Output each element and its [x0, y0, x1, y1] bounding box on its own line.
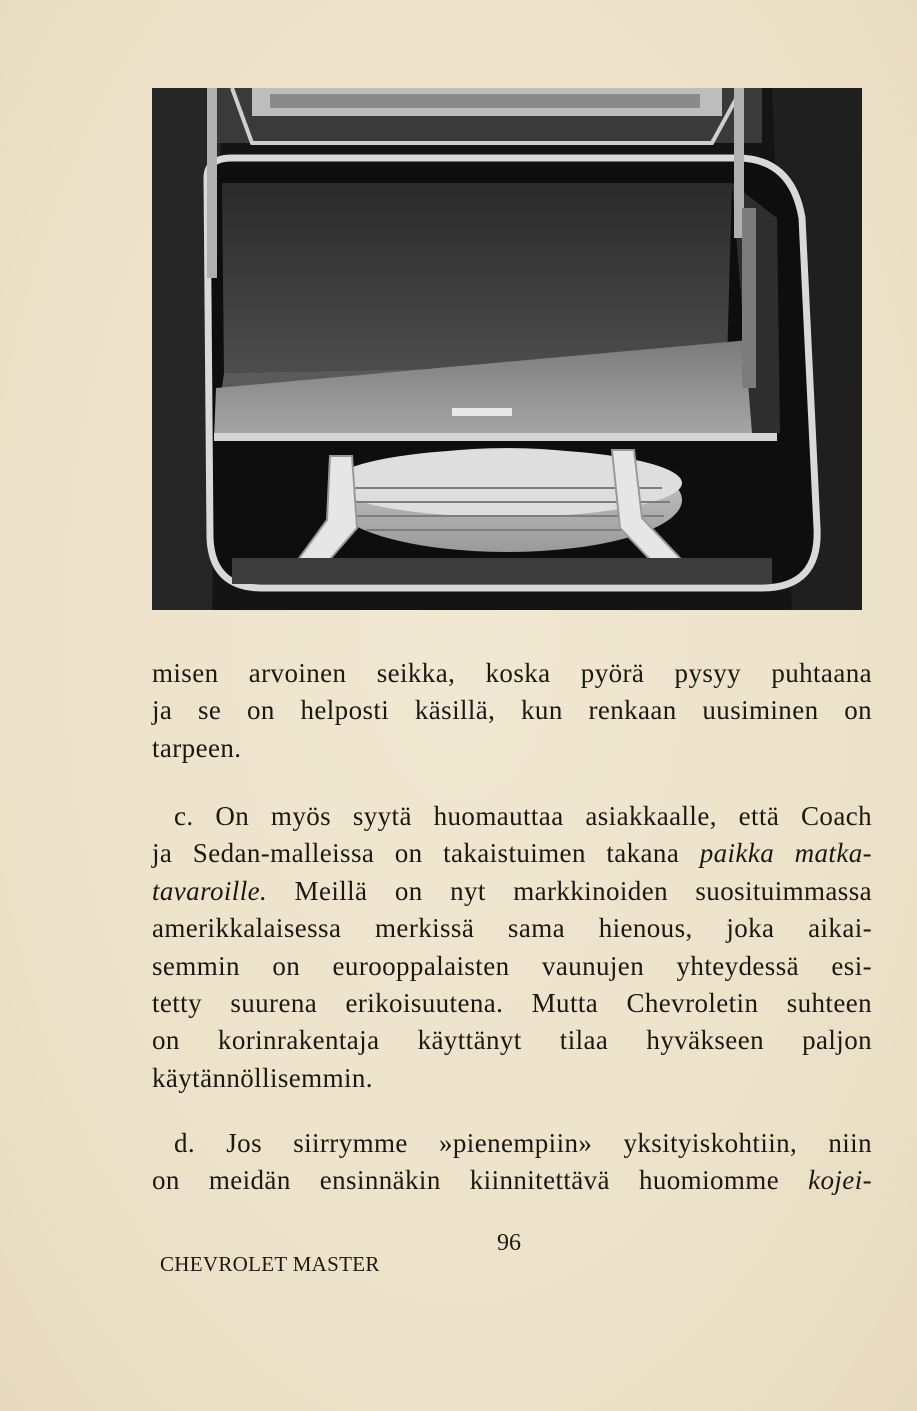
paragraph-1 — [152, 655, 872, 767]
trunk-photo — [152, 88, 862, 610]
text-fragment: on meidän ensinnäkin kiinnitettävä huomiomme — [152, 1165, 809, 1196]
italic-term: tavaroille. — [152, 875, 268, 906]
text-line — [152, 873, 872, 910]
text-line: tetty suurena erikoisuutena. Mutta Chevroletin suhteen — [152, 988, 872, 1019]
text-line: misen arvoinen seikka, koska pyörä pysyy puhtaana — [152, 658, 872, 688]
italic-term: paikka matka- — [699, 838, 872, 869]
italic-term: kojei- — [808, 1165, 872, 1196]
text-line: d. Jos siirrymme »pienempiin» yksityiskohtiin, niin — [174, 1128, 872, 1158]
text-line: amerikkalaisessa merkissä sama hienous, joka aikai- — [152, 913, 872, 944]
text-line: on korinrakentaja käyttänyt tilaa hyväkseen paljon — [152, 1025, 872, 1056]
text-fragment: ja Sedan-malleissa on takaistuimen takana — [152, 838, 700, 869]
running-footer-title: CHEVROLET MASTER — [160, 1252, 380, 1276]
paragraph-2 — [152, 798, 872, 1097]
text-line: käytännöllisemmin. — [152, 1062, 373, 1093]
page-number: 96 — [497, 1230, 521, 1256]
text-line: semmin on eurooppalaisten vaunujen yhteydessä esi- — [152, 950, 872, 981]
text-line: tarpeen. — [152, 732, 242, 763]
paragraph-3 — [152, 1125, 872, 1200]
text-line: c. On myös syytä huomauttaa asiakkaalle, että Coach — [174, 801, 872, 831]
text-line — [152, 1162, 872, 1199]
text-line: ja se on helposti käsillä, kun renkaan uusiminen on — [152, 695, 872, 726]
text-fragment: Meillä on nyt markkinoiden suosituimmassa — [267, 875, 872, 906]
text-line — [152, 835, 872, 872]
